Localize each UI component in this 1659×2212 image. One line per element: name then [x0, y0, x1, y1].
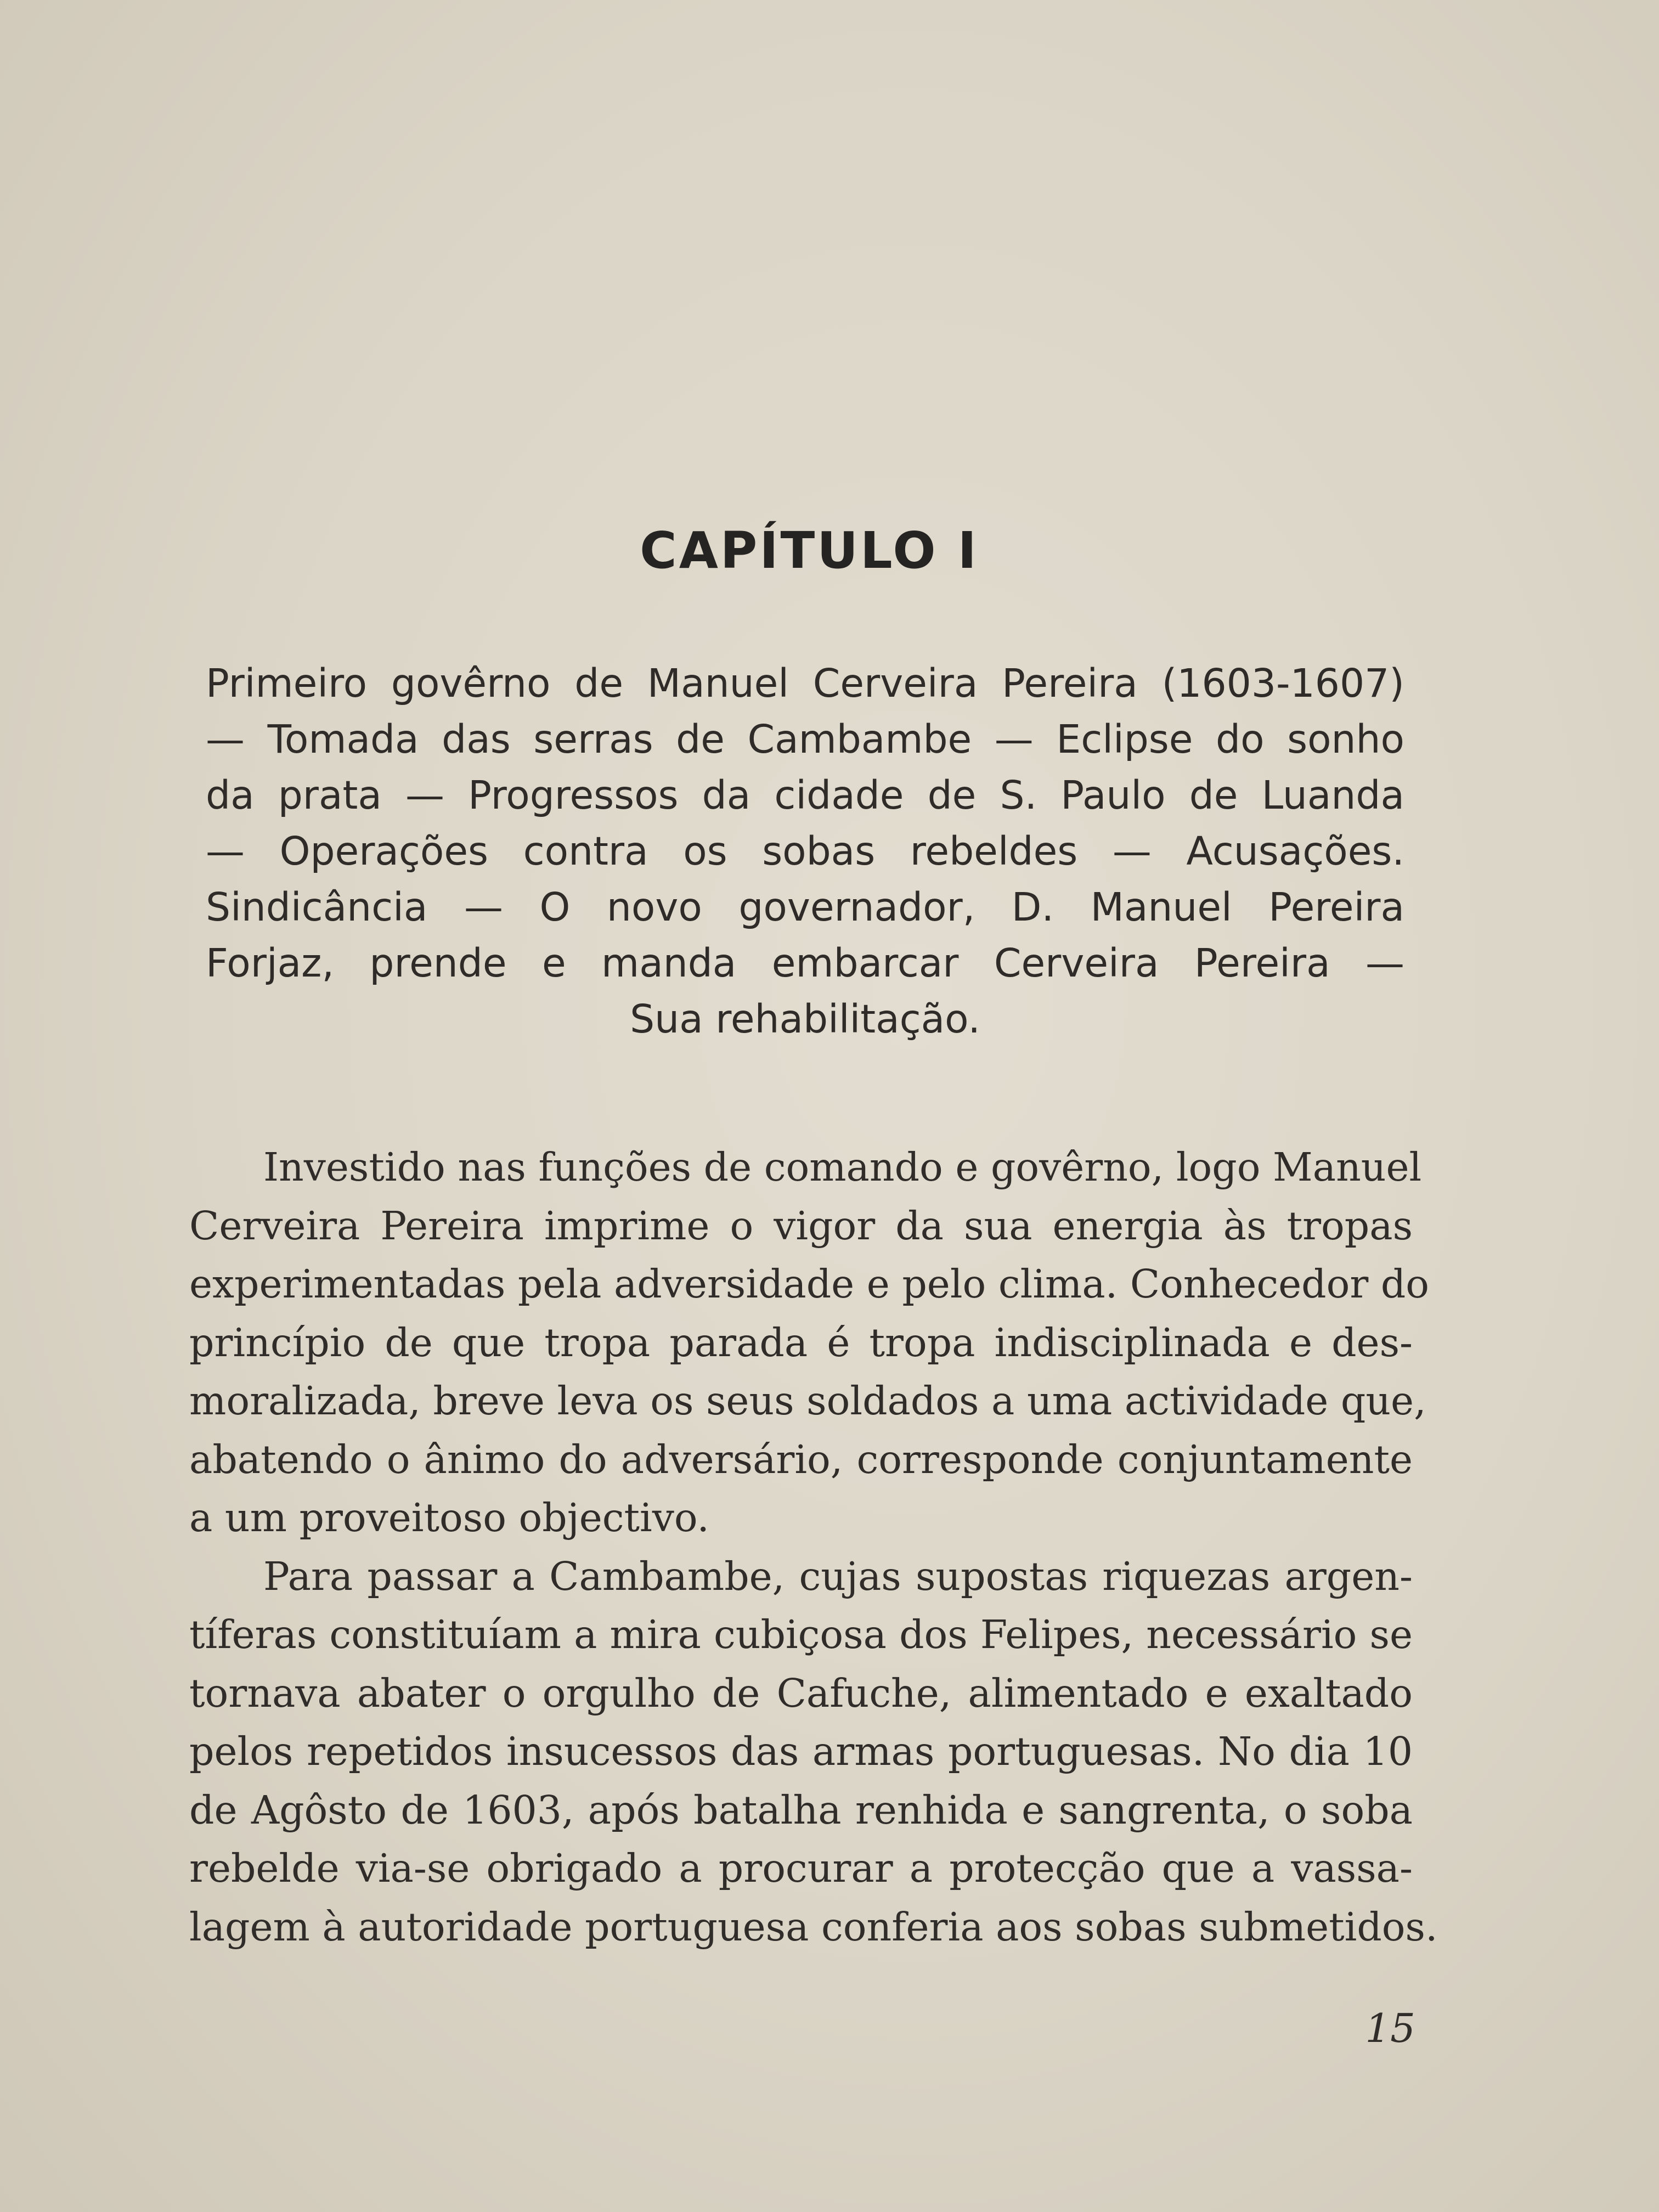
summary-line: Forjaz, prende e manda embarcar Cerveira Pereira —: [206, 940, 1404, 986]
text-line: princípio de que tropa parada é tropa indisciplinada e des-: [189, 1319, 1413, 1365]
text-line: de Agôsto de 1603, após batalha renhida e sangrenta, o soba: [189, 1787, 1413, 1833]
text-line: a um proveitoso objectivo.: [189, 1495, 709, 1541]
text-line: tíferas constituíam a mira cubiçosa dos Felipes, necessário se: [189, 1612, 1413, 1657]
summary-line: — Operações contra os sobas rebeldes — Acusações.: [206, 828, 1404, 874]
text-line: Investido nas funções de comando e govêrno, logo Manuel: [263, 1144, 1422, 1190]
chapter-summary: [206, 656, 1404, 1047]
text-line: lagem à autoridade portuguesa conferia aos sobas submetidos.: [189, 1904, 1438, 1950]
summary-line: da prata — Progressos da cidade de S. Paulo de Luanda: [206, 772, 1404, 818]
summary-line: Primeiro govêrno de Manuel Cerveira Pereira (1603-1607): [206, 661, 1404, 706]
text-line: Para passar a Cambambe, cujas supostas riquezas argen-: [263, 1553, 1413, 1599]
text-line: experimentadas pela adversidade e pelo clima. Conhecedor do: [189, 1261, 1430, 1307]
text-line: moralizada, breve leva os seus soldados a uma actividade que,: [189, 1378, 1426, 1424]
text-line: pelos repetidos insucessos das armas portuguesas. No dia 10: [189, 1729, 1413, 1774]
body-text: [189, 1138, 1438, 1956]
paragraph-1: [189, 1138, 1430, 1548]
text-line: rebelde via-se obrigado a procurar a protecção que a vassa-: [189, 1846, 1413, 1891]
summary-line: — Tomada das serras de Cambambe — Eclipse do sonho: [206, 716, 1404, 762]
summary-line: Sindicância — O novo governador, D. Manuel Pereira: [206, 884, 1404, 930]
page-number: 15: [1365, 2005, 1415, 2051]
chapter-title: CAPÍTULO I: [640, 521, 979, 580]
text-line: abatendo o ânimo do adversário, corresponde conjuntamente: [189, 1436, 1413, 1482]
text-line: Cerveira Pereira imprime o vigor da sua energia às tropas: [189, 1203, 1413, 1249]
summary-line: Sua rehabilitação.: [630, 996, 980, 1042]
paragraph-2: [189, 1548, 1438, 1957]
text-line: tornava abater o orgulho de Cafuche, alimentado e exaltado: [189, 1670, 1413, 1716]
